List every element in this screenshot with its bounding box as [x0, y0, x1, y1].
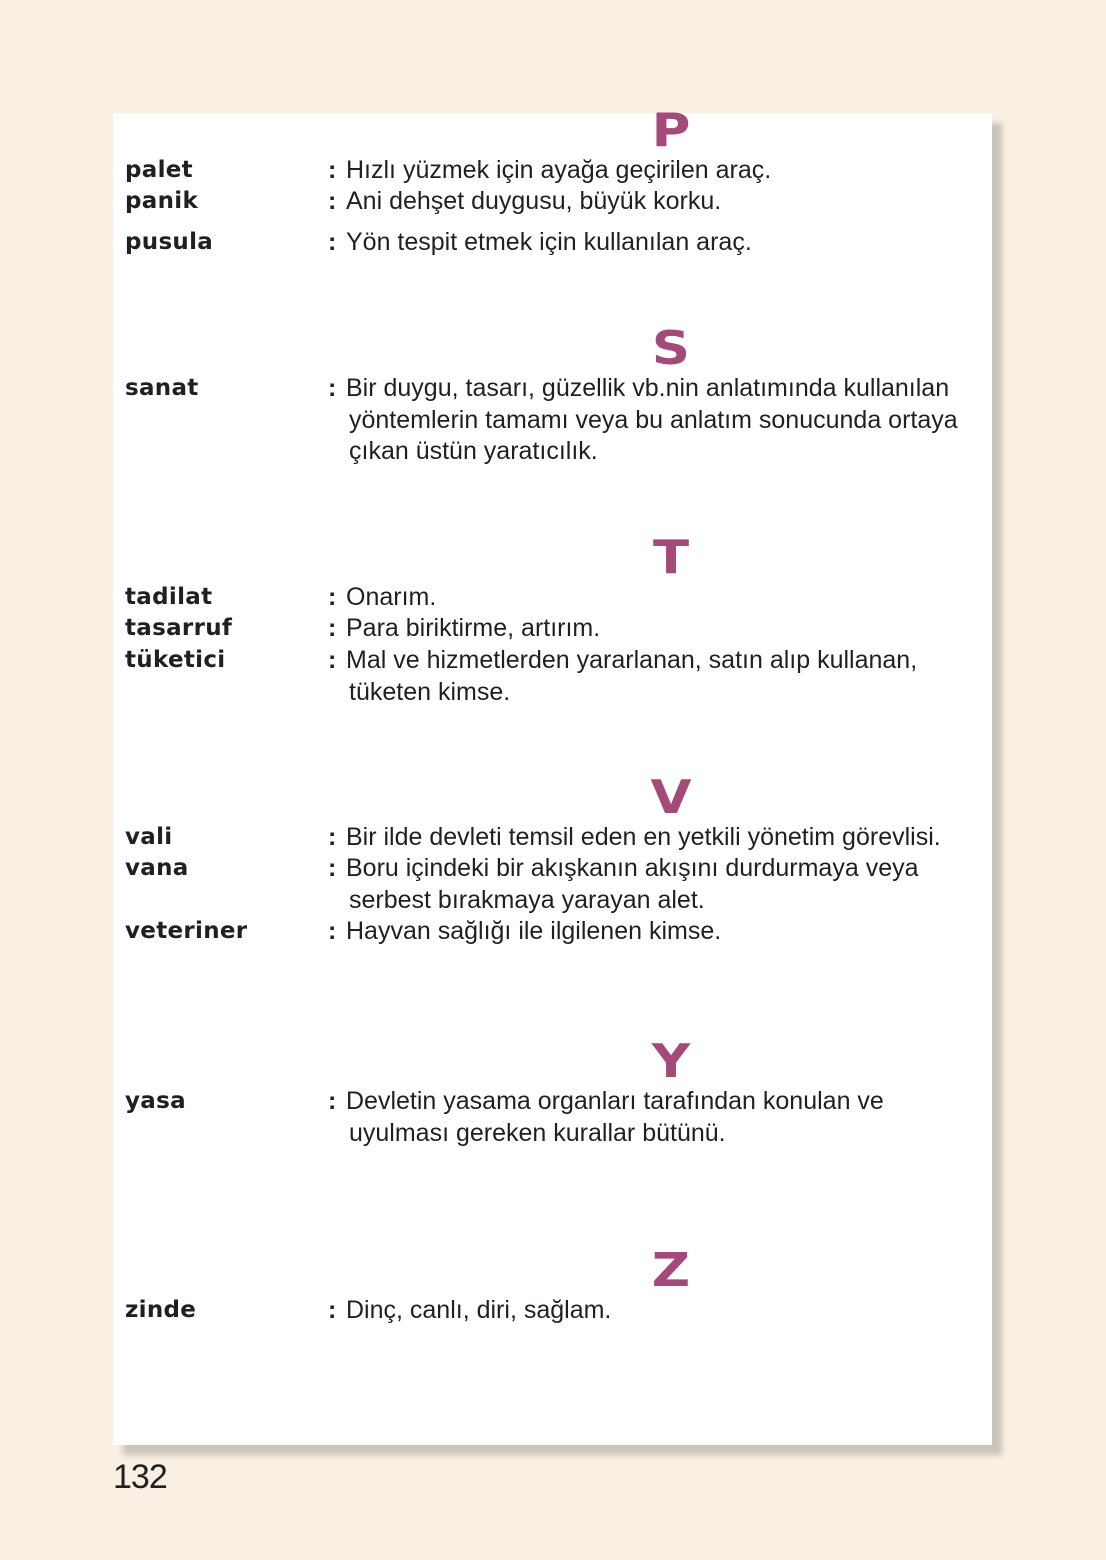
entry-separator: :: [328, 156, 337, 184]
section-letter-s: S: [651, 321, 691, 375]
definition-line: Bir duygu, tasarı, güzellik vb.nin anlatımında kullanılan: [346, 374, 950, 402]
entry-separator: :: [328, 854, 337, 882]
entry-separator: :: [328, 646, 337, 674]
definition-line: yöntemlerin tamamı veya bu anlatım sonucunda ortaya: [349, 405, 958, 434]
definition-line: Bir ilde devleti temsil eden en yetkili yönetim görevlisi.: [346, 823, 941, 851]
entry-separator: :: [328, 614, 337, 642]
entry-definition: [346, 373, 986, 468]
entry-term: sanat: [125, 375, 199, 401]
entry-definition: [346, 1295, 986, 1327]
definition-line: çıkan üstün yaratıcılık.: [349, 437, 598, 465]
entry-term: pusula: [125, 229, 214, 255]
section-letter-t: T: [652, 530, 690, 584]
definition-line: Hayvan sağlığı ile ilgilenen kimse.: [346, 917, 722, 945]
entry-definition: [346, 1086, 986, 1149]
entry-definition: [346, 822, 986, 854]
entry-term: veteriner: [125, 918, 248, 944]
entry-definition: [346, 853, 986, 916]
entry-separator: :: [328, 823, 337, 851]
section-letter-v: V: [650, 770, 692, 824]
entry-separator: :: [328, 583, 337, 611]
definition-line: Hızlı yüzmek için ayağa geçirilen araç.: [346, 156, 772, 184]
entry-definition: [346, 582, 986, 614]
entry-separator: :: [328, 187, 337, 215]
entry-term: panik: [125, 188, 199, 214]
entry-term: tüketici: [125, 647, 226, 673]
entry-term: tasarruf: [125, 615, 233, 641]
section-letter-p: P: [651, 103, 691, 157]
glossary-page: [113, 103, 992, 1445]
definition-line: Yön tespit etmek için kullanılan araç.: [346, 228, 752, 256]
entry-separator: :: [328, 228, 337, 256]
definition-line: Para biriktirme, artırım.: [346, 614, 601, 642]
entry-term: palet: [125, 157, 193, 183]
entry-term: vali: [125, 824, 173, 850]
entry-separator: :: [328, 374, 337, 402]
entry-definition: [346, 155, 986, 187]
definition-line: Devletin yasama organları tarafından konulan ve: [346, 1087, 884, 1115]
definition-line: Onarım.: [346, 583, 437, 611]
definition-line: serbest bırakmaya yarayan alet.: [349, 885, 705, 914]
entry-definition: [346, 645, 986, 708]
entry-definition: [346, 613, 986, 645]
definition-line: tüketen kimse.: [349, 677, 511, 706]
section-letter-z: Z: [651, 1243, 691, 1297]
entry-definition: [346, 916, 986, 948]
entry-separator: :: [328, 1296, 337, 1324]
entry-definition: [346, 186, 986, 218]
entry-term: yasa: [125, 1088, 186, 1114]
entry-term: vana: [125, 855, 189, 881]
section-letter-y: Y: [651, 1034, 691, 1088]
definition-line: Boru içindeki bir akışkanın akışını durdurmaya veya: [346, 854, 919, 882]
definition-line: uyulması gereken kurallar bütünü.: [349, 1118, 726, 1147]
definition-line: Mal ve hizmetlerden yararlanan, satın alıp kullanan,: [346, 646, 918, 674]
definition-line: Ani dehşet duygusu, büyük korku.: [346, 187, 722, 215]
entry-separator: :: [328, 917, 337, 945]
entry-term: zinde: [125, 1297, 197, 1323]
page-number: 132: [113, 1458, 167, 1496]
entry-term: tadilat: [125, 584, 213, 610]
definition-line: Dinç, canlı, diri, sağlam.: [346, 1296, 612, 1324]
entry-separator: :: [328, 1087, 337, 1115]
entry-definition: [346, 227, 986, 259]
